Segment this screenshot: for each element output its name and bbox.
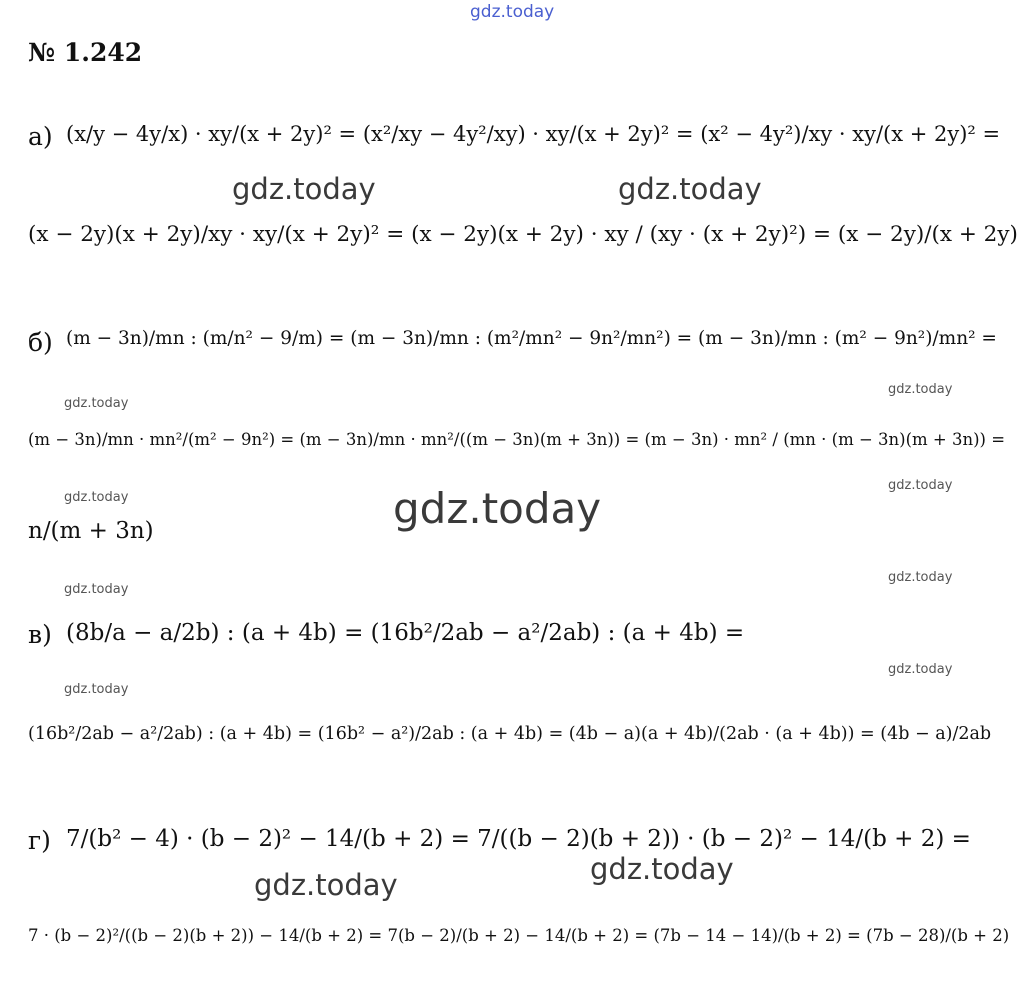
part-b-label: б) <box>28 328 53 357</box>
watermark: gdz.today <box>393 484 602 533</box>
watermark: gdz.today <box>888 570 953 585</box>
part-b-line-1: (m − 3n)/mn : (m/n² − 9/m) = (m − 3n)/mn : (m²/mn² − 9n²/mn²) = (m − 3n)/mn : (m² − 9n²)/mn² = <box>66 328 997 349</box>
part-g-label: г) <box>28 826 51 855</box>
watermark: gdz.today <box>254 868 398 902</box>
watermark: gdz.today <box>64 582 129 597</box>
part-v-line-2: (16b²/2ab − a²/2ab) : (a + 4b) = (16b² − a²)/2ab : (a + 4b) = (4b − a)(a + 4b)/(2ab · (a + 4b)) = (4b − a)/2ab <box>28 724 992 744</box>
part-a-line-1: (x/y − 4y/x) · xy/(x + 2y)² = (x²/xy − 4y²/xy) · xy/(x + 2y)² = (x² − 4y²)/xy · xy/(x + 2y)² = <box>66 122 1001 146</box>
part-a-label: а) <box>28 122 53 151</box>
part-g-line-1: 7/(b² − 4) · (b − 2)² − 14/(b + 2) = 7/((b − 2)(b + 2)) · (b − 2)² − 14/(b + 2) = <box>66 826 971 852</box>
part-a-line-2: (x − 2y)(x + 2y)/xy · xy/(x + 2y)² = (x − 2y)(x + 2y) · xy / (xy · (x + 2y)²) = (x − 2y)/(x + 2y) <box>28 222 1018 247</box>
part-b-line-3: n/(m + 3n) <box>28 518 154 544</box>
watermark: gdz.today <box>618 172 762 206</box>
watermark-top: gdz.today <box>470 2 555 22</box>
part-v-label: в) <box>28 620 52 649</box>
part-b-line-2: (m − 3n)/mn · mn²/(m² − 9n²) = (m − 3n)/mn · mn²/((m − 3n)(m + 3n)) = (m − 3n) · mn² / (mn · (m − 3n)(m + 3n)) = <box>28 430 1006 449</box>
watermark: gdz.today <box>64 396 129 411</box>
watermark: gdz.today <box>888 478 953 493</box>
watermark: gdz.today <box>888 662 953 677</box>
watermark: gdz.today <box>888 382 953 397</box>
problem-number: № 1.242 <box>28 38 143 67</box>
part-g-line-2: 7 · (b − 2)²/((b − 2)(b + 2)) − 14/(b + 2) = 7(b − 2)/(b + 2) − 14/(b + 2) = (7b − 14 − 14)/(b + 2) = (7b − 28)/(b + 2) <box>28 926 1010 945</box>
watermark: gdz.today <box>590 852 734 886</box>
watermark: gdz.today <box>64 490 129 505</box>
watermark: gdz.today <box>64 682 129 697</box>
watermark: gdz.today <box>232 172 376 206</box>
part-v-line-1: (8b/a − a/2b) : (a + 4b) = (16b²/2ab − a²/2ab) : (a + 4b) = <box>66 620 745 646</box>
